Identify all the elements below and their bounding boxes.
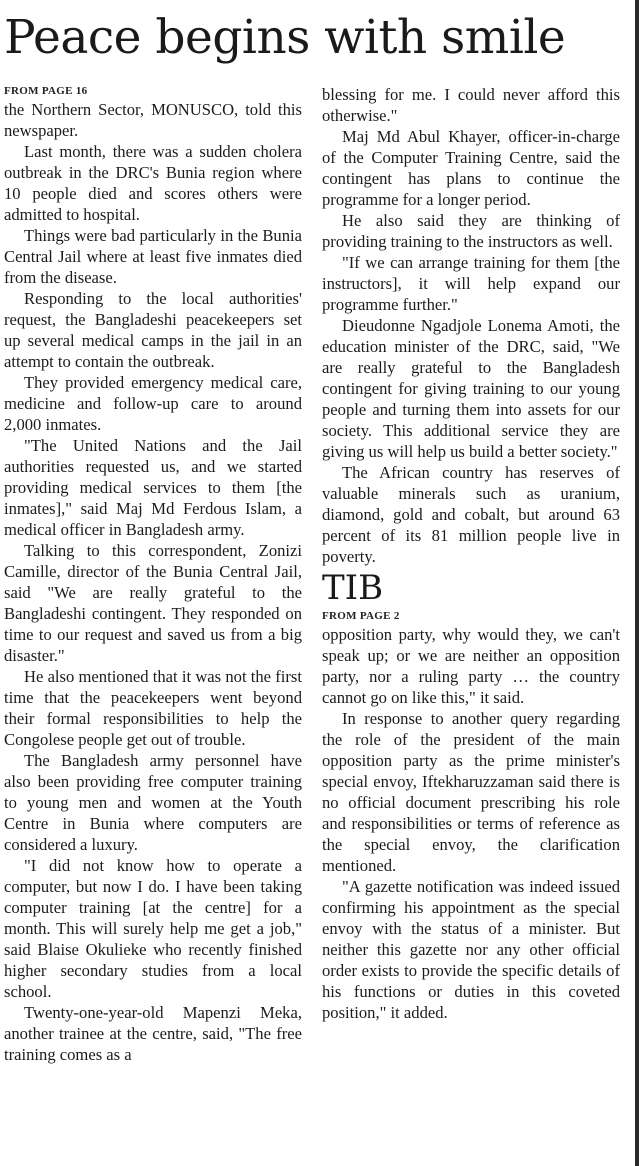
article-paragraph: He also said they are thinking of providing training to the instructors as well.	[322, 211, 620, 251]
article-paragraph: Twenty-one-year-old Mapenzi Meka, another trainee at the centre, said, "The free training comes as a	[4, 1003, 302, 1064]
article-paragraph: Talking to this correspondent, Zonizi Camille, director of the Bunia Central Jail, said "We are really grateful to the Bangladeshi contingent. They responded on time to our request and saved us from a big disaster."	[4, 541, 302, 665]
tib-section-heading: TIB	[322, 568, 384, 608]
article-paragraph: The African country has reserves of valuable minerals such as uranium, diamond, gold and cobalt, but around 63 percent of its 81 million people live in poverty.	[322, 463, 620, 566]
article-paragraph: Maj Md Abul Khayer, officer-in-charge of the Computer Training Centre, said the contingent has plans to continue the programme for a longer period.	[322, 127, 620, 209]
article-paragraph: He also mentioned that it was not the first time that the peacekeepers went beyond their formal responsibilities to help the Congolese people get out of trouble.	[4, 667, 302, 749]
page-edge-rule	[635, 0, 639, 1166]
right-column	[322, 84, 620, 1023]
article-paragraph: "A gazette notification was indeed issued confirming his appointment as the special envoy with the status of a minister. But neither this gazette nor any other official order exists to provide the specific details of his functions or duties in this coveted position," it added.	[322, 877, 620, 1022]
jump-line-from-page-2: FROM PAGE 2	[322, 610, 400, 622]
article-paragraph: Things were bad particularly in the Bunia Central Jail where at least five inmates died from the disease.	[4, 226, 302, 287]
article-paragraph: In response to another query regarding the role of the president of the main opposition party as the prime minister's special envoy, Iftekharuzzaman said there is no official document prescribing his role and responsibilities or terms of reference as the special envoy, the clarification mentioned.	[322, 709, 620, 875]
headline: Peace begins with smile	[4, 10, 566, 65]
article-paragraph: Dieudonne Ngadjole Lonema Amoti, the education minister of the DRC, said, "We are really grateful to the Bangladesh contingent for giving training to our young people and turning them into assets for our society. This additional service they are giving us will help us build a better society."	[322, 316, 620, 461]
article-paragraph: "The United Nations and the Jail authorities requested us, and we started providing medical services to them [the inmates]," said Maj Md Ferdous Islam, a medical officer in Bangladesh army.	[4, 436, 302, 539]
article-paragraph: the Northern Sector, MONUSCO, told this newspaper.	[4, 100, 302, 140]
article-paragraph: The Bangladesh army personnel have also been providing free computer training to young men and women at the Youth Centre in Bunia where computers are considered a luxury.	[4, 751, 302, 854]
article-paragraph: Responding to the local authorities' request, the Bangladeshi peacekeepers set up several medical camps in the jail in an attempt to contain the outbreak.	[4, 289, 302, 371]
article-paragraph: "If we can arrange training for them [the instructors], it will help expand our programme further."	[322, 253, 620, 314]
article-paragraph: They provided emergency medical care, medicine and follow-up care to around 2,000 inmates.	[4, 373, 302, 434]
article-paragraph: opposition party, why would they, we can't speak up; or we are neither an opposition party, nor a ruling party … the country cannot go on like this," it said.	[322, 625, 620, 707]
jump-line-from-page-16: FROM PAGE 16	[4, 85, 88, 97]
article-paragraph: blessing for me. I could never afford this otherwise."	[322, 85, 620, 125]
left-column	[4, 84, 302, 1065]
article-paragraph: Last month, there was a sudden cholera outbreak in the DRC's Bunia region where 10 people died and scores others were admitted to hospital.	[4, 142, 302, 224]
article-paragraph: "I did not know how to operate a computer, but now I do. I have been taking computer training [at the centre] for a month. This will surely help me get a job," said Blaise Okulieke who recently finished higher secondary studies from a local school.	[4, 856, 302, 1001]
